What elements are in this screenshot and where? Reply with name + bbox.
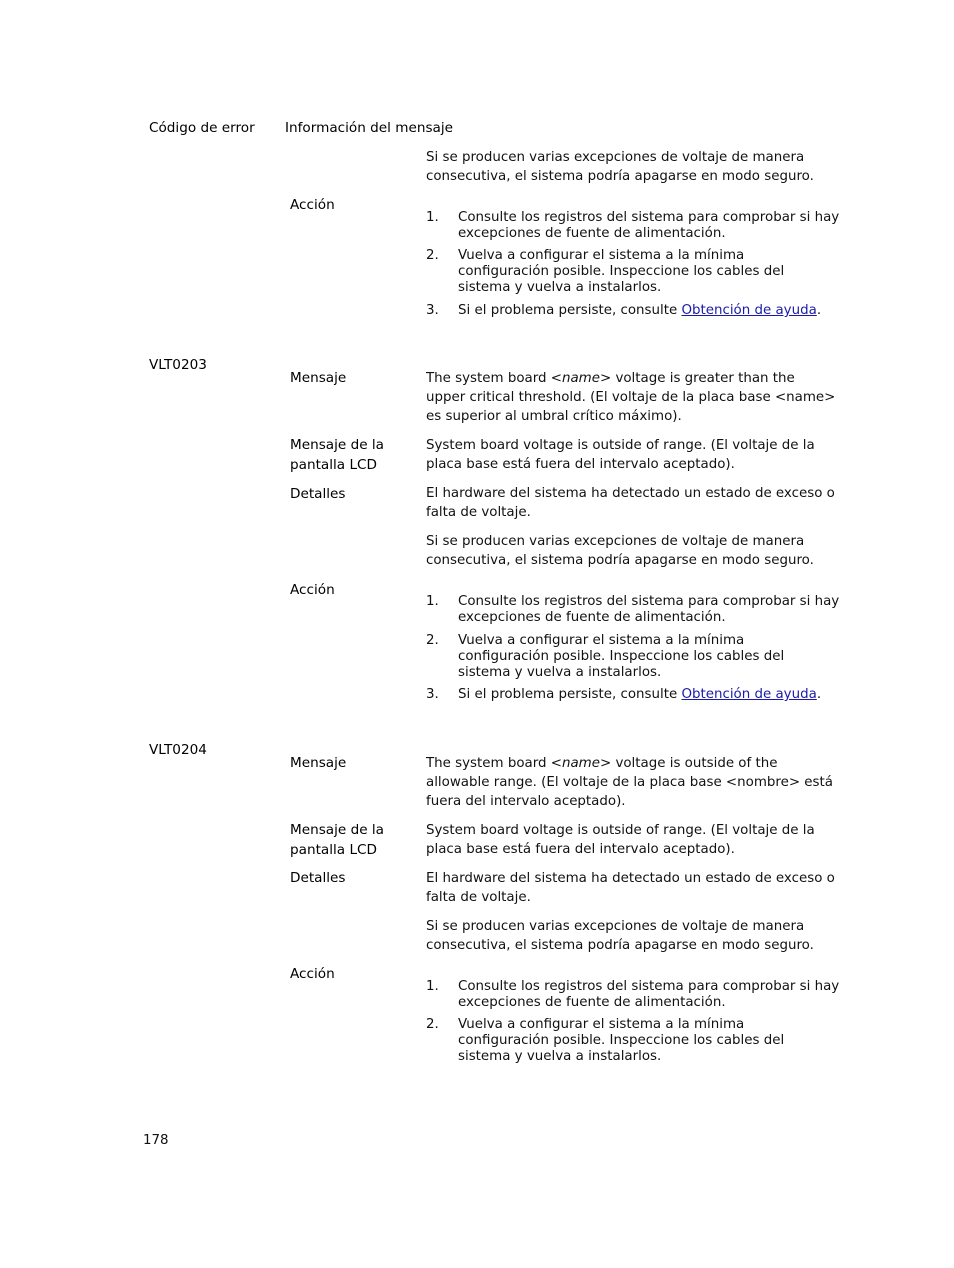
- message-text: The system board <name> voltage is outside of the allowable range. (El voltaje de la placa base <nombre> está fuera del intervalo aceptado).: [426, 756, 833, 809]
- header-error-code: Código de error: [149, 120, 255, 136]
- list-item: [458, 687, 858, 703]
- message-label: Mensaje: [290, 755, 347, 771]
- error-code-vlt0203: VLT0203: [149, 357, 207, 373]
- details-text: El hardware del sistema ha detectado un estado de exceso o falta de voltaje.: [426, 871, 835, 905]
- step-number: 2.: [426, 633, 439, 648]
- details-text: Si se producen varias excepciones de voltaje de manera consecutiva, el sistema podría apagarse en modo seguro.: [426, 919, 814, 953]
- list-item: Vuelva a configurar el sistema a la mínima configuración posible. Inspeccione los cables del sistema y vuelva a instalarlos.: [458, 1017, 785, 1064]
- action-label: Acción: [290, 966, 335, 982]
- page-number: 178: [143, 1133, 169, 1148]
- error-code-vlt0204: VLT0204: [149, 742, 207, 758]
- details-label: Detalles: [290, 870, 346, 886]
- step-number: 1.: [426, 210, 439, 225]
- step-text: Si el problema persiste, consulte: [458, 687, 682, 702]
- lcd-message-text: System board voltage is outside of range. (El voltaje de la placa base está fuera del intervalo aceptado).: [426, 438, 815, 472]
- step-number: 1.: [426, 979, 439, 994]
- lcd-message-text: System board voltage is outside of range. (El voltaje de la placa base está fuera del intervalo aceptado).: [426, 823, 815, 857]
- list-item: Vuelva a configurar el sistema a la mínima configuración posible. Inspeccione los cables del sistema y vuelva a instalarlos.: [458, 633, 785, 680]
- list-item: Consulte los registros del sistema para comprobar si hay excepciones de fuente de alimentación.: [458, 210, 840, 241]
- step-suffix: .: [816, 303, 822, 318]
- list-item: Vuelva a configurar el sistema a la mínima configuración posible. Inspeccione los cables del sistema y vuelva a instalarlos.: [458, 248, 785, 295]
- lcd-message-label: Mensaje de la pantalla LCD: [290, 437, 385, 473]
- step-number: 1.: [426, 594, 439, 609]
- list-item: [458, 303, 858, 319]
- step-number: 2.: [426, 248, 439, 263]
- message-text: The system board <name> voltage is greater than the upper critical threshold. (El voltaje de la placa base <name> es superior al umbral crítico máximo).: [426, 371, 836, 424]
- list-item: Consulte los registros del sistema para comprobar si hay excepciones de fuente de alimentación.: [458, 979, 840, 1010]
- details-label: Detalles: [290, 486, 346, 502]
- details-text: Si se producen varias excepciones de voltaje de manera consecutiva, el sistema podría apagarse en modo seguro.: [426, 534, 814, 568]
- step-text: Si el problema persiste, consulte: [458, 303, 682, 318]
- list-item: Consulte los registros del sistema para comprobar si hay excepciones de fuente de alimentación.: [458, 594, 840, 625]
- lcd-message-label: Mensaje de la pantalla LCD: [290, 822, 385, 858]
- action-label: Acción: [290, 582, 335, 598]
- details-continuation: Si se producen varias excepciones de voltaje de manera consecutiva, el sistema podría apagarse en modo seguro.: [426, 150, 814, 184]
- details-text: El hardware del sistema ha detectado un estado de exceso o falta de voltaje.: [426, 486, 835, 520]
- header-message-info: Información del mensaje: [285, 120, 454, 136]
- message-label: Mensaje: [290, 370, 347, 386]
- step-number: 2.: [426, 1017, 439, 1032]
- step-suffix: .: [816, 687, 822, 702]
- step-number: 3.: [426, 303, 439, 318]
- step-number: 3.: [426, 687, 439, 702]
- get-help-link[interactable]: Obtención de ayuda: [681, 303, 817, 318]
- action-label: Acción: [290, 197, 335, 213]
- get-help-link[interactable]: Obtención de ayuda: [681, 687, 817, 702]
